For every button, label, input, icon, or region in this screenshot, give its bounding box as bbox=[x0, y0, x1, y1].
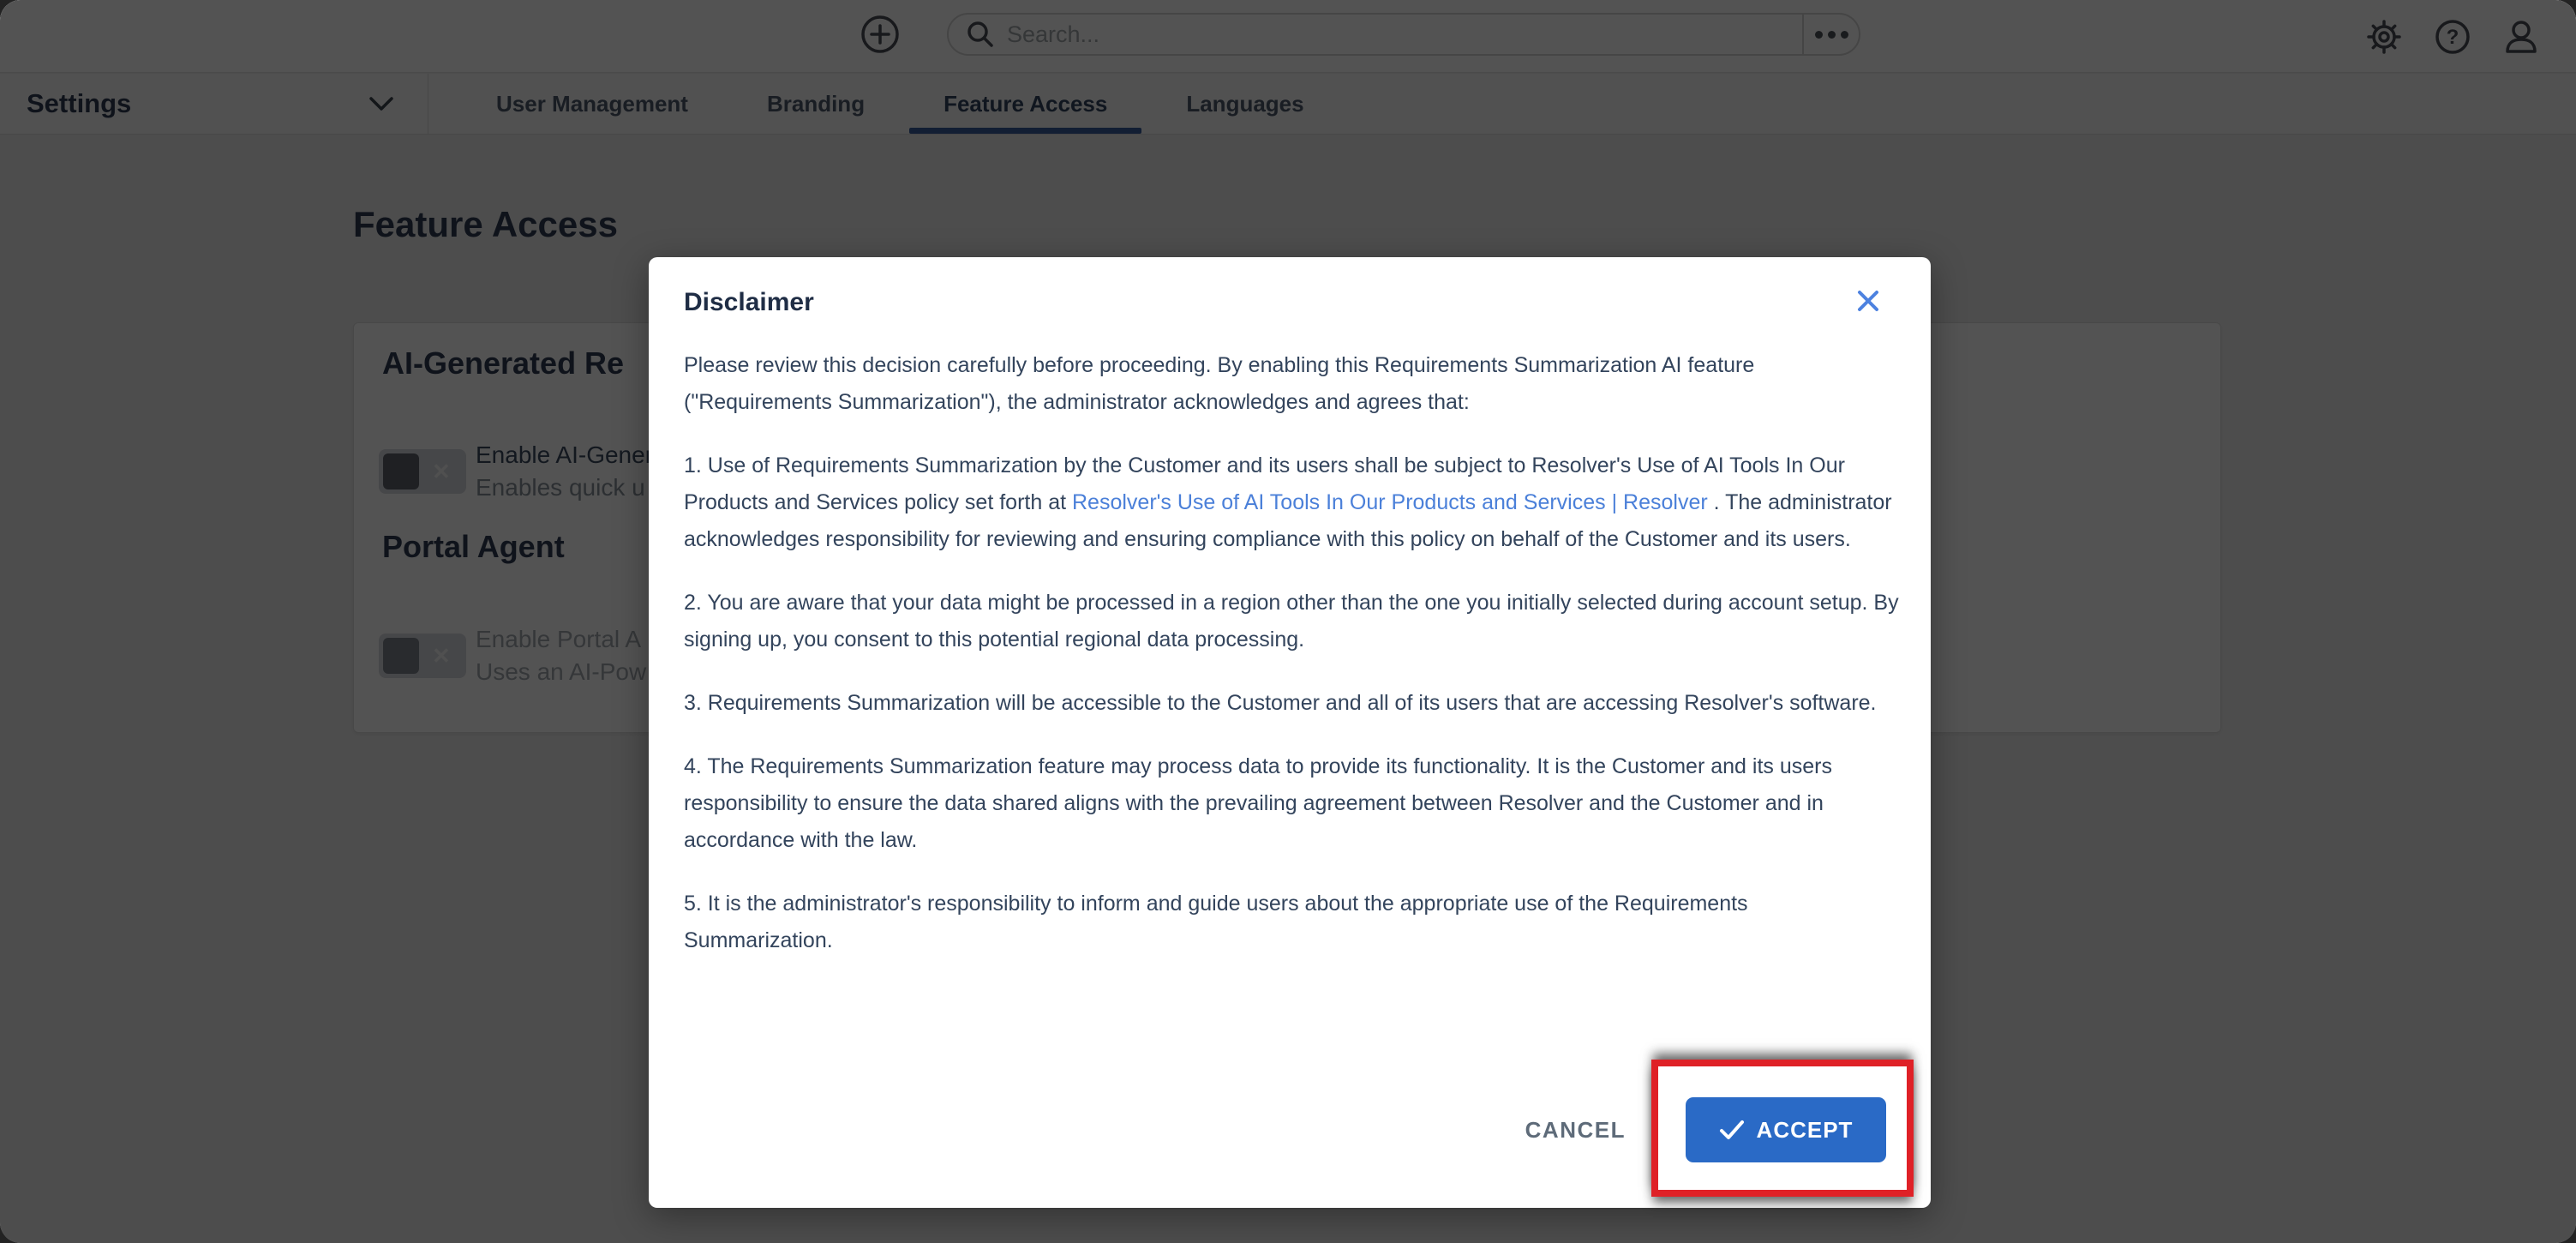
close-icon bbox=[1854, 286, 1883, 315]
item1-text: 1. Use of Requirements Summarization by the Customer and its users shall be subject to Resolver's Use of AI Tools In Our Products and Services policy set forth at bbox=[684, 453, 1845, 514]
dialog-body bbox=[684, 347, 1901, 959]
cancel-button[interactable]: CANCEL bbox=[1520, 1116, 1631, 1144]
dialog-title: Disclaimer bbox=[684, 288, 814, 316]
disclaimer-intro: Please review this decision carefully before proceeding. By enabling this Requirements Summarization AI feature ("Requirements Summarization"), the administrator acknowledges and agrees that: bbox=[684, 353, 1755, 414]
close-dialog-button[interactable] bbox=[1854, 286, 1883, 315]
accept-highlight-annotation bbox=[1651, 1060, 1914, 1197]
accept-button-label: ACCEPT bbox=[1756, 1116, 1854, 1143]
dialog-header bbox=[684, 288, 1883, 317]
item1-text: . The administrator acknowledges responsibility for reviewing and ensuring compliance with this policy on behalf of the Customer and its users. bbox=[684, 490, 1892, 551]
disclaimer-item-3: 3. Requirements Summarization will be accessible to the Customer and all of its users that are accessing Resolver's software. bbox=[684, 691, 1877, 715]
disclaimer-item-5: 5. It is the administrator's responsibility to inform and guide users about the appropriate use of the Requirements Summarization. bbox=[684, 892, 1748, 952]
disclaimer-item-1 bbox=[684, 447, 1901, 558]
ai-policy-link[interactable]: Resolver's Use of AI Tools In Our Products and Services | Resolver bbox=[1072, 490, 1708, 514]
disclaimer-item-4: 4. The Requirements Summarization feature may process data to provide its functionality. It is the Customer and its users responsibility to ensure the data shared aligns with the prevailing agreement between Resolver and the Customer and in accordance with the law. bbox=[684, 754, 1832, 852]
disclaimer-item-2: 2. You are aware that your data might be processed in a region other than the one you initially selected during account setup. By signing up, you consent to this potential regional data processing. bbox=[684, 591, 1899, 652]
